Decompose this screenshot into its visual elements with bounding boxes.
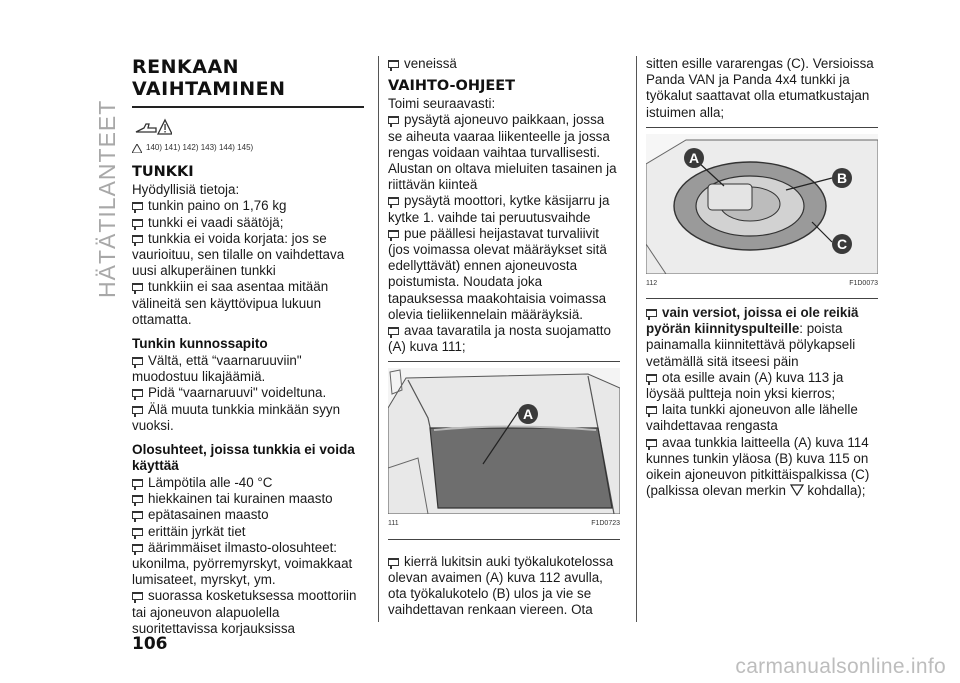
- warning-reference-list: 140) 141) 142) 143) 144) 145): [146, 143, 254, 152]
- heading-tunkki: TUNKKI: [132, 164, 194, 181]
- bullet-icon: [646, 406, 657, 414]
- bullet-icon: [646, 374, 657, 382]
- list-item: kierrä lukitsin auki työkalukotelossa olevan avaimen (A) kuva 112 avulla, ota työkalukotelo (B) ulos ja vie se vaihdettavan renkaan viereen. Ota: [388, 553, 614, 618]
- figure-rule: [388, 539, 620, 540]
- bullet-icon: [388, 327, 399, 335]
- list-item: vain versiot, joissa ei ole reikiä pyörän kiinnityspulteille: poista painamalla kiinnitettävä pölykapseli vetämällä sitä itseesi päin: [646, 305, 859, 369]
- list-item: äärimmäiset ilmasto-olosuhteet: ukonilma, pyörremyrskyt, voimakkaat lumisateet, myrskyt, ym.: [132, 539, 353, 588]
- list-item: avaa tavaratila ja nosta suojamatto (A) kuva 111;: [388, 323, 611, 355]
- list-item: Vältä, että “vaarnaruuviin" muodostuu likajäämiä.: [132, 353, 302, 385]
- list-item: tunkin paino on 1,76 kg: [132, 198, 364, 214]
- column-1: [132, 56, 364, 637]
- bullet-icon: [388, 230, 399, 238]
- figure-rule: [646, 127, 878, 128]
- column-2: [388, 56, 620, 618]
- warning-references: [132, 140, 364, 156]
- list-item: laita tunkki ajoneuvon alle lähelle vaihdettavaa rengasta: [646, 402, 858, 434]
- bullet-icon: [132, 283, 143, 291]
- list-item: ota esille avain (A) kuva 113 ja löysää pultteja noin yksi kierros;: [646, 369, 844, 402]
- figure-number: 112: [646, 279, 658, 287]
- bullet-icon: [388, 60, 399, 68]
- figure-112: [646, 134, 878, 274]
- list-item: suorassa kosketuksessa moottoriin tai ajoneuvon alapuolella suoritettavissa korjauksissa: [132, 588, 357, 636]
- bullet-icon: [646, 439, 657, 447]
- list-item: tunkkia ei voida korjata: jos se vaurioituu, sen tilalle on vaihdettava uusi alkuperäinen tunkki: [132, 230, 345, 279]
- heading-kunnossapito: Tunkin kunnossapito: [132, 336, 268, 352]
- bullet-icon: [132, 357, 143, 365]
- list-item: erittäin jyrkät tiet: [132, 524, 364, 540]
- list-item: pysäytä moottori, kytke käsijarru ja kytke 1. vaihde tai peruutusvaihde: [388, 193, 610, 225]
- bullet-icon: [132, 389, 143, 397]
- bullet-icon: [132, 544, 143, 552]
- main-title-line1: RENKAAN: [132, 56, 240, 78]
- intro-text: Toimi seuraavasti:: [388, 96, 496, 112]
- intro-text: Hyödyllisiä tietoja:: [132, 182, 240, 198]
- bullet-icon: [388, 197, 399, 205]
- bullet-icon: [132, 592, 143, 600]
- main-title-line2: VAIHTAMINEN: [132, 78, 286, 100]
- column-3: [646, 56, 878, 499]
- bullet-icon: [132, 495, 143, 503]
- bullet-icon: [388, 116, 399, 124]
- bullet-icon: [132, 479, 143, 487]
- bullet-icon: [388, 558, 399, 566]
- figure-code: F1D0723: [591, 520, 620, 528]
- bullet-icon: [646, 309, 657, 317]
- list-item: hiekkainen tai kurainen maasto: [132, 491, 364, 507]
- heading-vaihto-ohjeet: VAIHTO-OHJEET: [388, 78, 516, 95]
- heading-olosuhteet: Olosuhteet, joissa tunkkia ei voida käyttää: [132, 442, 355, 474]
- list-item: epätasainen maasto: [132, 507, 364, 523]
- bullet-icon: [132, 511, 143, 519]
- bullet-icon: [132, 406, 143, 414]
- warning-hand-icon: [132, 114, 172, 136]
- bullet-icon: [132, 219, 143, 227]
- warning-icons: [132, 114, 364, 136]
- figure-rule: [646, 298, 878, 299]
- figure-caption: [388, 516, 620, 532]
- warning-triangle-icon: [132, 144, 142, 153]
- list-item: pue päällesi heijastavat turvaliivit (jos voimassa olevat määräykset sitä edellyttävät) ennen ajoneuvosta poistumista. Noudata joka tapauksessa maakohtaisia voimassa olevia tieliikennelain määräyksiä.: [388, 225, 607, 322]
- trunk-mat-illustration: [388, 368, 620, 514]
- column-divider: [378, 56, 379, 622]
- main-title: [132, 56, 364, 100]
- figure-number: 111: [388, 520, 399, 528]
- reference-mark-icon: [790, 484, 804, 496]
- list-item: Lämpötila alle -40 °C: [132, 475, 364, 491]
- callout-a: A: [518, 404, 538, 424]
- page-number: 106: [132, 634, 168, 654]
- title-rule: [132, 106, 364, 108]
- bullet-icon: [132, 235, 143, 243]
- figure-rule: [388, 361, 620, 362]
- list-item: tunkki ei vaadi säätöjä;: [132, 215, 364, 231]
- watermark: carmanualsonline.info: [735, 655, 946, 678]
- callout-b: B: [832, 168, 852, 188]
- column-divider: [636, 56, 637, 622]
- figure-code: F1D0073: [849, 279, 878, 287]
- callout-c: C: [832, 234, 852, 254]
- list-item: veneissä: [388, 56, 620, 72]
- section-side-tab: [92, 48, 120, 298]
- figure-111: [388, 368, 620, 514]
- paragraph: sitten esille vararengas (C). Versioissa Panda VAN ja Panda 4x4 tunkki ja työkalut saattavat olla etumatkustajan istuimen alla;: [646, 56, 874, 120]
- section-title-vertical: HÄTÄTILANTEET: [94, 99, 120, 298]
- list-item: tunkkiin ei saa asentaa mitään välineitä sen käyttövipua lukuun ottamatta.: [132, 279, 329, 327]
- figure-caption: [646, 276, 878, 292]
- bullet-icon: [132, 202, 143, 210]
- callout-a: A: [684, 148, 704, 168]
- bullet-icon: [132, 528, 143, 536]
- list-item: pysäytä ajoneuvo paikkaan, jossa se aiheuta vaaraa liikenteelle ja jossa rengas voidaan vaihtaa turvallisesti. Alustan on oltava mieluiten tasainen ja riittävän kiinteä: [388, 112, 617, 193]
- list-item: Pidä “vaarnaruuvi" voideltuna.: [132, 385, 364, 401]
- list-item: avaa tunkkia laitteella (A) kuva 114 kunnes tunkin yläosa (B) kuva 115 on oikein ajoneuvon pitkittäispalkissa (C) (palkissa olevan merkin kohdalla);: [646, 434, 870, 499]
- list-item: Älä muuta tunkkia minkään syyn vuoksi.: [132, 401, 341, 433]
